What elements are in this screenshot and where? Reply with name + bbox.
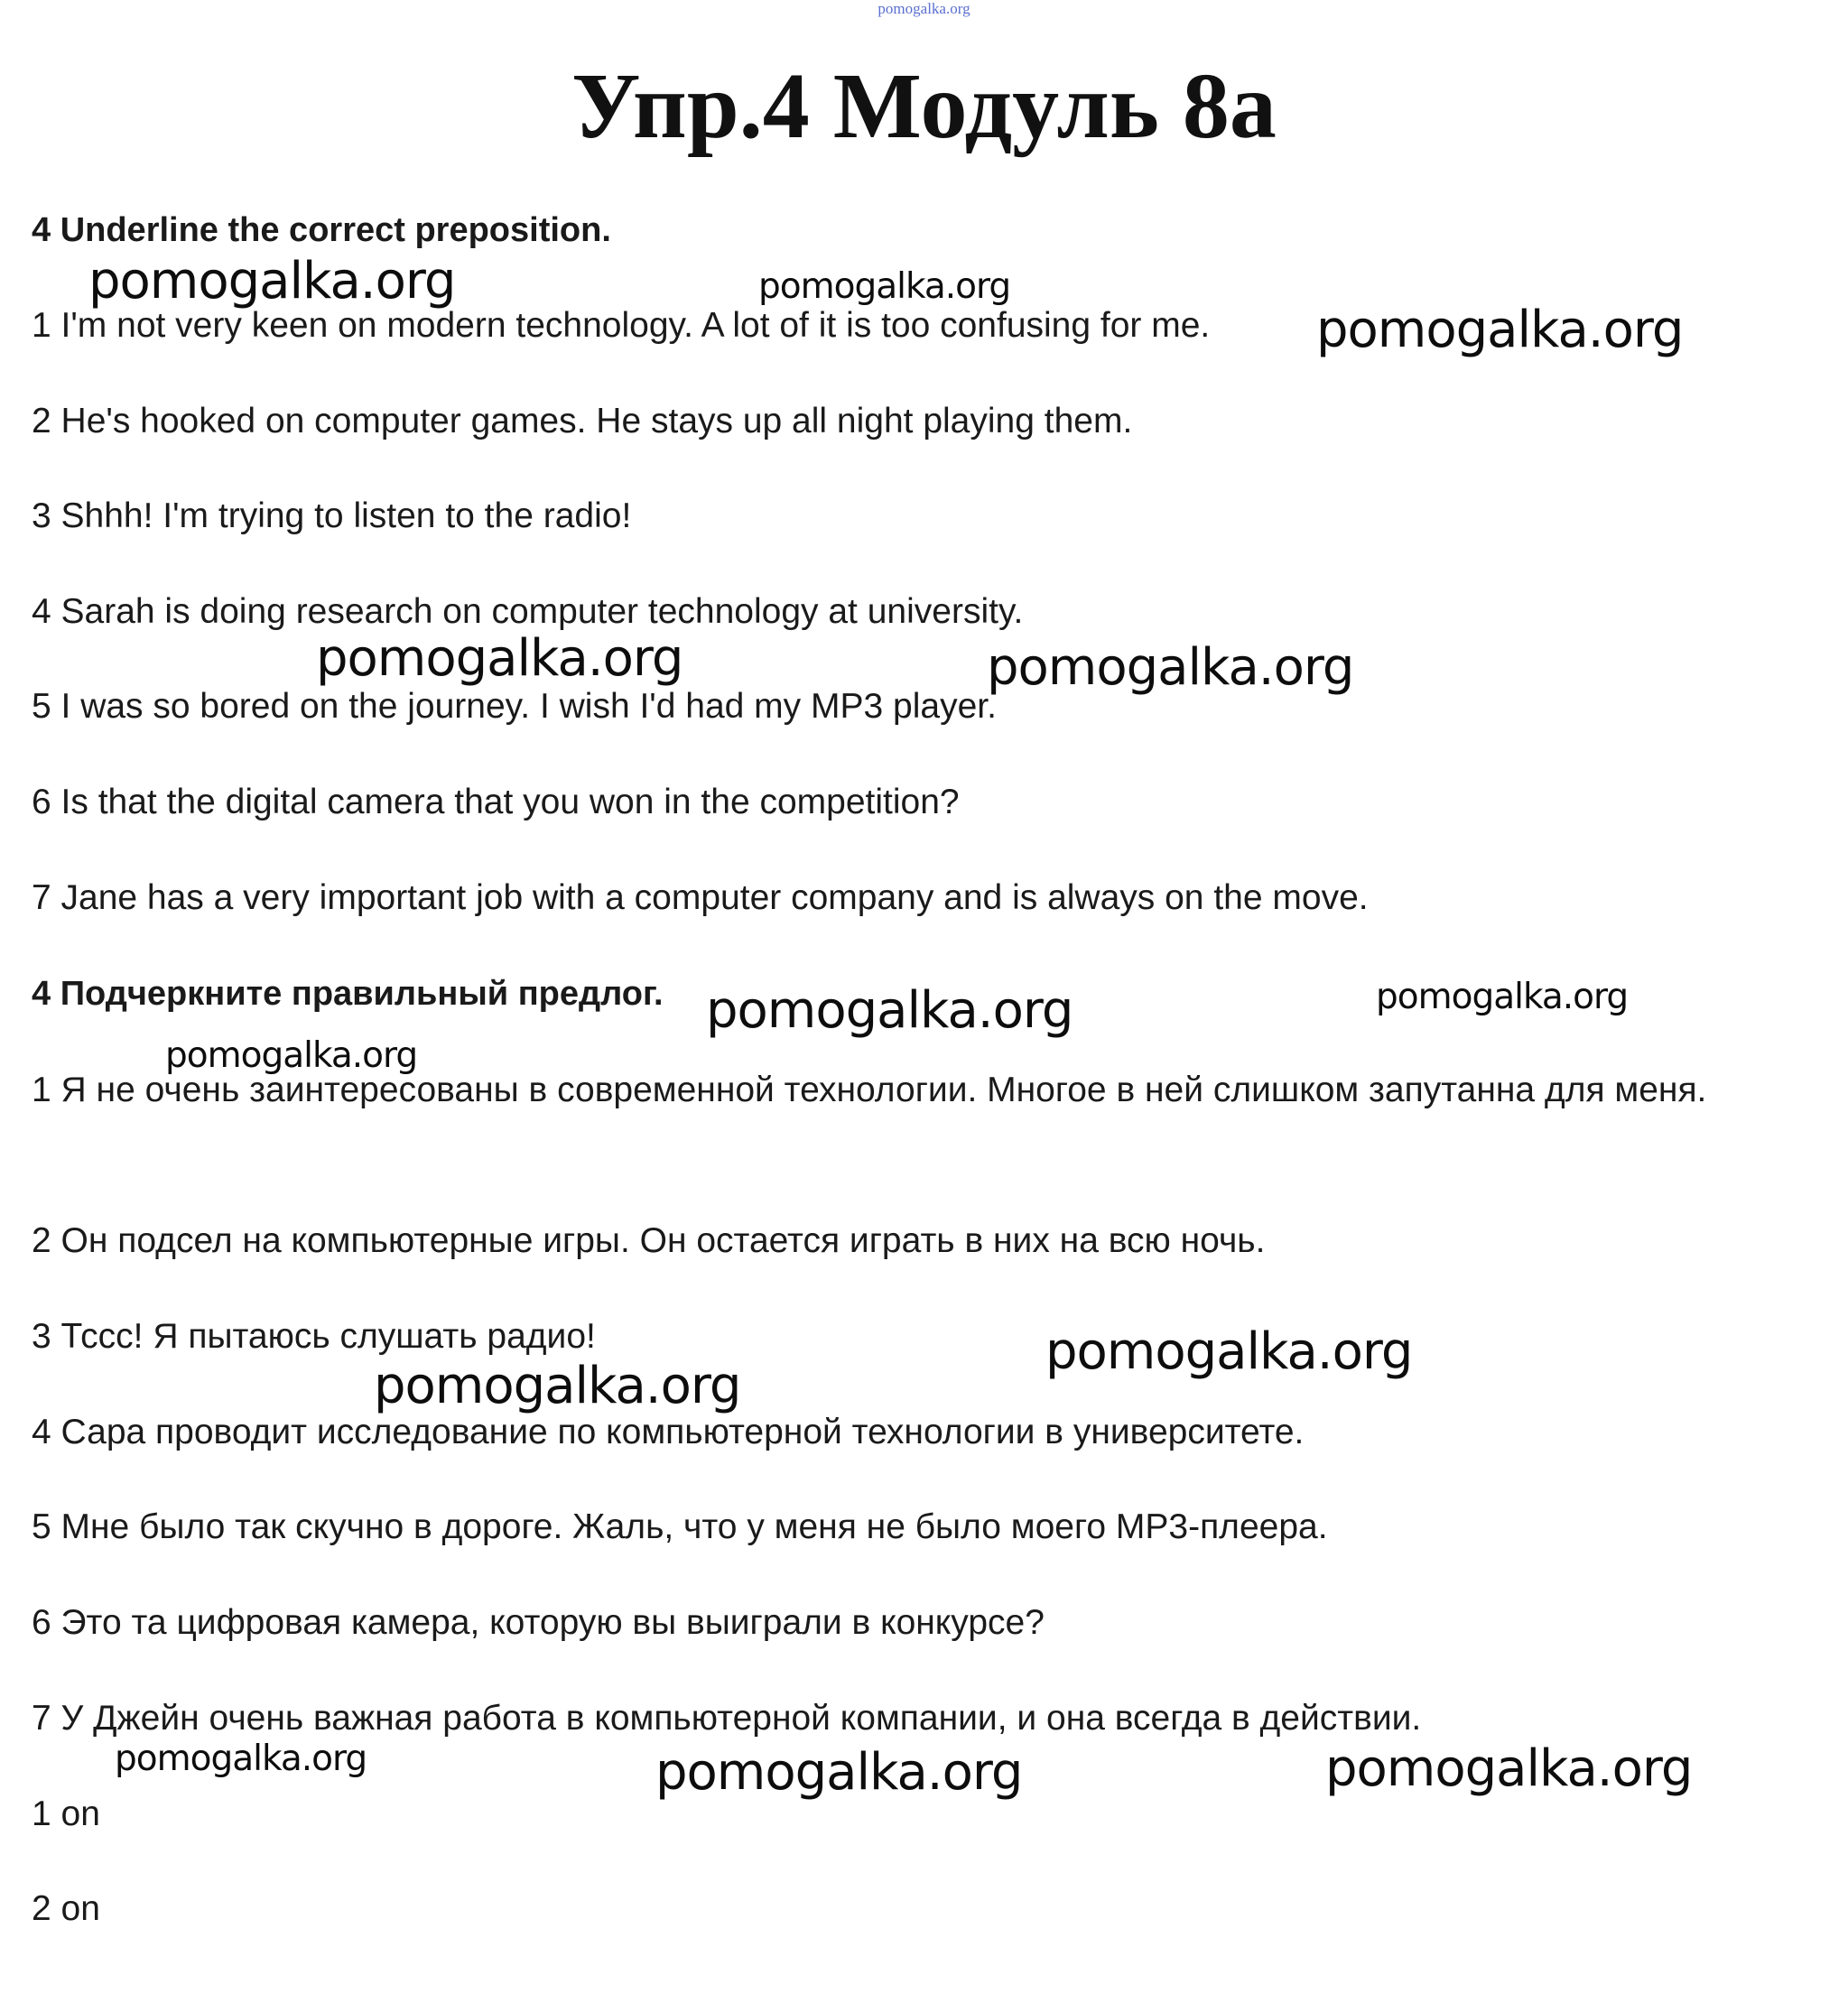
watermark: pomogalka.org — [1045, 1322, 1413, 1381]
answer-2: 2 on — [32, 1889, 100, 1928]
watermark: pomogalka.org — [758, 266, 1011, 307]
english-sentence-2: 2 He's hooked on computer games. He stays up all night playing them. — [32, 402, 1133, 440]
watermark: pomogalka.org — [1376, 977, 1629, 1017]
english-sentence-7: 7 Jane has a very important job with a computer company and is always on the move. — [32, 878, 1369, 917]
watermark: pomogalka.org — [88, 252, 456, 311]
watermark: pomogalka.org — [1316, 301, 1684, 359]
watermark: pomogalka.org — [115, 1738, 367, 1779]
watermark: pomogalka.org — [316, 629, 683, 688]
english-sentence-1: 1 I'm not very keen on modern technology. A lot of it is too confusing for me. — [32, 306, 1211, 345]
russian-sentence-1: 1 Я не очень заинтересованы в современной технологии. Многое в ней слишком запутанна для меня. — [32, 1071, 1707, 1109]
english-sentence-6: 6 Is that the digital camera that you won in the competition? — [32, 783, 960, 821]
page-title: Упр.4 Модуль 8а — [571, 54, 1277, 158]
russian-sentence-3: 3 Тссс! Я пытаюсь слушать радио! — [32, 1317, 596, 1356]
english-sentence-5: 5 I was so bored on the journey. I wish I'd had my MP3 player. — [32, 687, 997, 726]
russian-sentence-5: 5 Мне было так скучно в дороге. Жаль, что у меня не было моего MP3-плеера. — [32, 1507, 1328, 1546]
watermark: pomogalka.org — [706, 981, 1073, 1040]
english-sentence-3: 3 Shhh! I'm trying to listen to the radio! — [32, 496, 632, 535]
watermark: pomogalka.org — [374, 1357, 741, 1415]
english-sentence-4: 4 Sarah is doing research on computer technology at university. — [32, 592, 1024, 631]
answer-1: 1 on — [32, 1794, 100, 1833]
watermark: pomogalka.org — [987, 638, 1354, 697]
russian-sentence-2: 2 Он подсел на компьютерные игры. Он остается играть в них на всю ночь. — [32, 1221, 1266, 1260]
russian-heading: 4 Подчеркните правильный предлог. — [32, 975, 664, 1013]
watermark: pomogalka.org — [165, 1035, 418, 1076]
watermark: pomogalka.org — [1325, 1739, 1693, 1798]
source-watermark-top: pomogalka.org — [878, 0, 970, 17]
russian-sentence-4: 4 Сара проводит исследование по компьютерной технологии в университете. — [32, 1413, 1305, 1451]
russian-sentence-6: 6 Это та цифровая камера, которую вы выиграли в конкурсе? — [32, 1603, 1045, 1642]
russian-sentence-7: 7 У Джейн очень важная работа в компьютерной компании, и она всегда в действии. — [32, 1699, 1422, 1738]
watermark: pomogalka.org — [655, 1743, 1023, 1802]
english-heading: 4 Underline the correct preposition. — [32, 211, 611, 249]
